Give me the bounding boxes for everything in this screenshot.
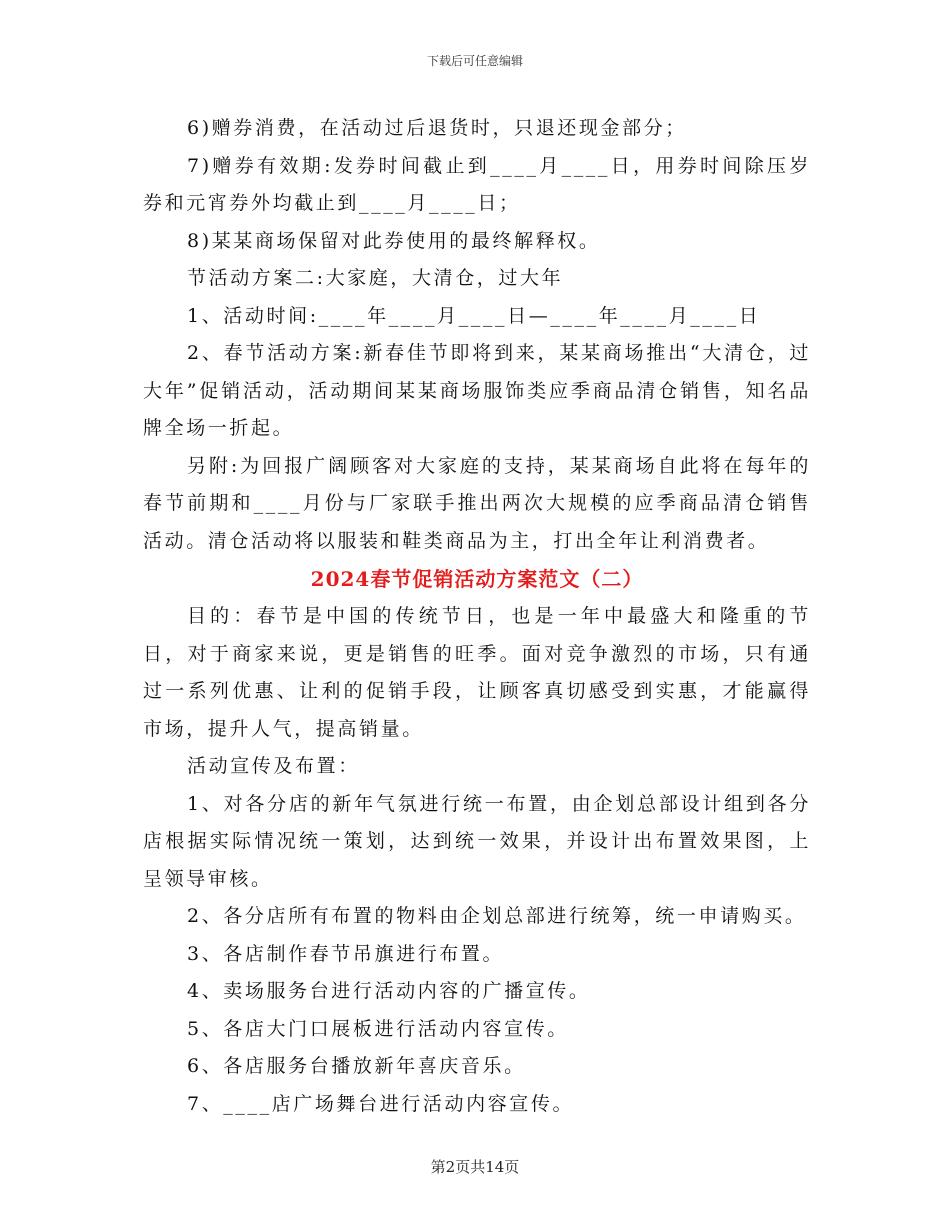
paragraph-item-8: 8)某某商场保留对此券使用的最终解释权。 xyxy=(187,229,601,252)
activity-plan: 2、春节活动方案:新春佳节即将到来，某某商场推出“大清仓，过大年”促销活动，活动期间某某商场服饰类应季商品清仓销售，知名品牌全场一折起。 xyxy=(143,342,811,439)
section-title: 2024春节促销活动方案范文（二） xyxy=(310,567,644,591)
document-body xyxy=(143,110,811,1123)
plan-two-title: 节活动方案二:大家庭，大清仓，过大年 xyxy=(187,267,564,289)
promotion-heading: 活动宣传及布置： xyxy=(187,755,360,777)
paragraph-item-6: 6)赠券消费，在活动过后退货时，只退还现金部分； xyxy=(187,117,687,139)
page-footer: 第2页共14页 xyxy=(430,1158,520,1176)
promotion-item-7: 7、____店广场舞台进行活动内容宣传。 xyxy=(187,1092,575,1115)
promotion-item-1: 1、对各分店的新年气氛进行统一布置，由企划总部设计组到各分店根据实际情况统一策划，达到统一效果，并设计出布置效果图，上呈领导审核。 xyxy=(143,792,811,890)
page-header: 下载后可任意编辑 xyxy=(426,54,523,68)
promotion-item-5: 5、各店大门口展板进行活动内容宣传。 xyxy=(187,1017,569,1040)
promotion-item-6: 6、各店服务台播放新年喜庆音乐。 xyxy=(187,1055,526,1077)
promotion-item-4: 4、卖场服务台进行活动内容的广播宣传。 xyxy=(187,980,591,1002)
appendix-note: 另附:为回报广阔顾客对大家庭的支持，某某商场自此将在每年的春节前期和____月份与厂家联手推出两次大规模的应季商品清仓销售活动。清仓活动将以服装和鞋类商品为主，打出全年让利消费者。 xyxy=(143,454,811,552)
promotion-item-2: 2、各分店所有布置的物料由企划总部进行统筹，统一申请购买。 xyxy=(187,905,807,927)
activity-time: 1、活动时间:____年____月____日—____年____月____日 xyxy=(187,304,761,327)
purpose-paragraph: 目的：春节是中国的传统节日，也是一年中最盛大和隆重的节日，对于商家来说，更是销售的旺季。面对竞争激烈的市场，只有通过一系列优惠、让利的促销手段，让顾客真切感受到实惠，才能赢得市场，提升人气，提高销量。 xyxy=(143,605,811,740)
paragraph-item-7: 7)赠券有效期:发券时间截止到____月____日，用券时间除压岁券和元宵券外均截止到____月____日； xyxy=(143,154,811,214)
promotion-item-3: 3、各店制作春节吊旗进行布置。 xyxy=(187,942,505,965)
